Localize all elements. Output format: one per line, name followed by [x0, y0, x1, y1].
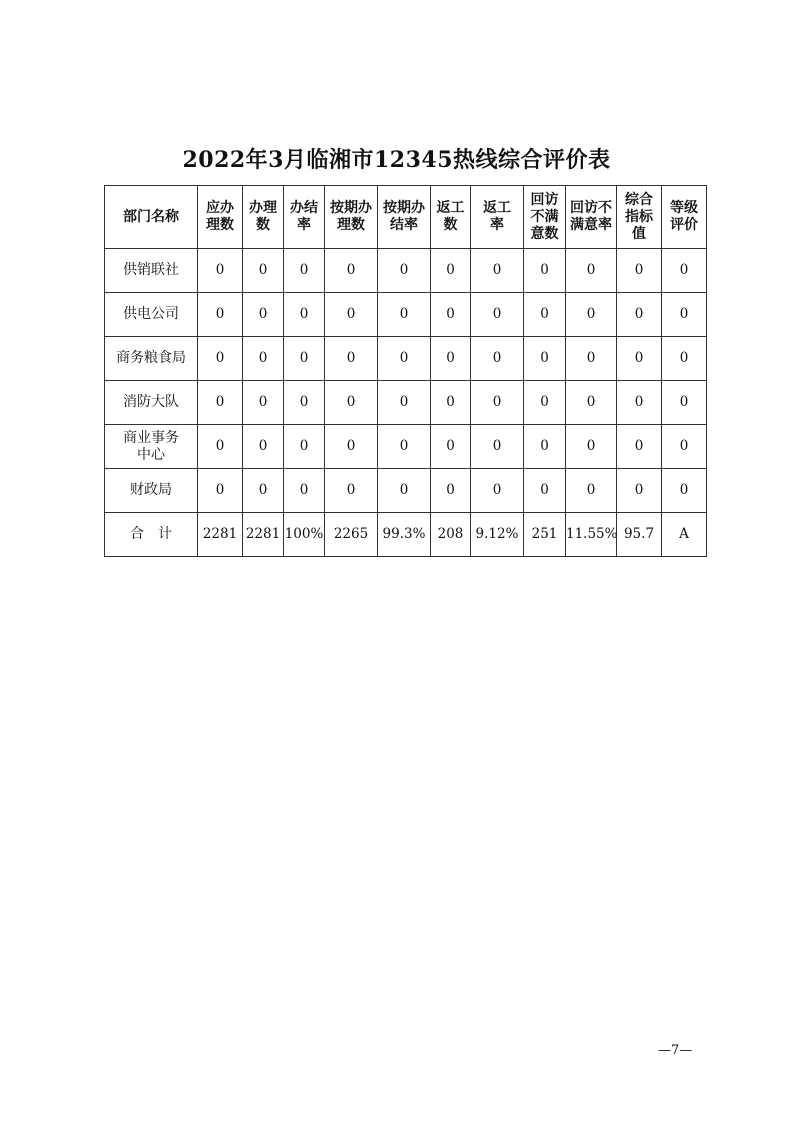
table-cell: 0 [566, 425, 617, 469]
table-cell: 0 [662, 469, 707, 513]
department-name: 消防大队 [105, 381, 198, 425]
table-cell: 0 [243, 381, 284, 425]
table-row [105, 293, 707, 337]
table-cell: 0 [471, 469, 524, 513]
department-name: 商业事务 中心 [105, 425, 198, 469]
table-cell: 2281 [198, 513, 243, 557]
table-cell: 0 [524, 249, 566, 293]
table-cell: 0 [617, 337, 662, 381]
table-cell: 0 [198, 293, 243, 337]
table-cell: 0 [198, 337, 243, 381]
table-cell: 0 [617, 469, 662, 513]
table-cell: 100% [284, 513, 325, 557]
column-header: 部门名称 [105, 186, 198, 249]
table-cell: 0 [566, 293, 617, 337]
table-cell: 0 [431, 381, 471, 425]
table-cell: 208 [431, 513, 471, 557]
department-name: 供电公司 [105, 293, 198, 337]
table-row [105, 425, 707, 469]
table-cell: 0 [617, 425, 662, 469]
table-cell: 0 [524, 425, 566, 469]
header-row [105, 186, 707, 249]
table-cell: 0 [284, 293, 325, 337]
table-cell: 0 [243, 249, 284, 293]
table-cell: 0 [662, 337, 707, 381]
table-cell: 0 [471, 381, 524, 425]
table-cell: 0 [524, 381, 566, 425]
column-header: 回访 不满 意数 [524, 186, 566, 249]
table-cell: 9.12% [471, 513, 524, 557]
table-cell: 99.3% [378, 513, 431, 557]
table-cell: 0 [524, 293, 566, 337]
table-cell: 0 [662, 293, 707, 337]
department-name: 供销联社 [105, 249, 198, 293]
table-cell: 0 [617, 293, 662, 337]
page-title: 2022年3月临湘市12345热线综合评价表 [182, 147, 611, 173]
table-cell: 0 [198, 425, 243, 469]
table-cell: 0 [471, 337, 524, 381]
table-cell: 0 [284, 249, 325, 293]
table-cell: 0 [378, 249, 431, 293]
table-cell: 0 [243, 425, 284, 469]
table-cell: 0 [284, 381, 325, 425]
table-row [105, 381, 707, 425]
table-cell: 0 [471, 249, 524, 293]
table-cell: 0 [662, 381, 707, 425]
table-cell: 0 [325, 293, 378, 337]
table-cell: 11.55% [566, 513, 617, 557]
page-number: —7— [658, 1043, 693, 1058]
table-cell: 0 [378, 425, 431, 469]
table-cell: 0 [431, 337, 471, 381]
table-cell: 0 [243, 469, 284, 513]
column-header: 等级 评价 [662, 186, 707, 249]
table-cell: 0 [378, 469, 431, 513]
table-cell: 0 [284, 469, 325, 513]
table-cell: 2265 [325, 513, 378, 557]
column-header: 返工 数 [431, 186, 471, 249]
table-cell: 0 [431, 425, 471, 469]
table-row [105, 249, 707, 293]
table-cell: 0 [471, 425, 524, 469]
table-cell: 0 [431, 249, 471, 293]
department-name: 商务粮食局 [105, 337, 198, 381]
table-cell: 0 [198, 381, 243, 425]
column-header: 按期办 理数 [325, 186, 378, 249]
table-cell: A [662, 513, 707, 557]
column-header: 办结 率 [284, 186, 325, 249]
table-cell: 0 [378, 381, 431, 425]
evaluation-table [104, 185, 707, 557]
table-cell: 0 [566, 381, 617, 425]
table-cell: 0 [566, 469, 617, 513]
column-header: 按期办 结率 [378, 186, 431, 249]
table-cell: 251 [524, 513, 566, 557]
table-cell: 0 [325, 337, 378, 381]
table-cell: 0 [524, 469, 566, 513]
table-cell: 0 [325, 249, 378, 293]
total-row [105, 513, 707, 557]
table-cell: 0 [243, 293, 284, 337]
table-cell: 95.7 [617, 513, 662, 557]
table-cell: 0 [471, 293, 524, 337]
table-cell: 0 [325, 381, 378, 425]
table-cell: 0 [566, 337, 617, 381]
table-cell: 0 [325, 469, 378, 513]
table-cell: 0 [284, 425, 325, 469]
table-cell: 0 [617, 381, 662, 425]
column-header: 综合 指标 值 [617, 186, 662, 249]
table-cell: 0 [524, 337, 566, 381]
column-header: 返工 率 [471, 186, 524, 249]
table-cell: 0 [198, 249, 243, 293]
table-cell: 2281 [243, 513, 284, 557]
table-cell: 0 [431, 293, 471, 337]
table-cell: 0 [198, 469, 243, 513]
column-header: 应办 理数 [198, 186, 243, 249]
table-cell: 0 [378, 293, 431, 337]
table-cell: 0 [617, 249, 662, 293]
table-cell: 0 [566, 249, 617, 293]
table-row [105, 469, 707, 513]
table-cell: 0 [662, 425, 707, 469]
department-name: 合 计 [105, 513, 198, 557]
table-cell: 0 [662, 249, 707, 293]
column-header: 办理 数 [243, 186, 284, 249]
table-cell: 0 [284, 337, 325, 381]
table-cell: 0 [243, 337, 284, 381]
table-cell: 0 [378, 337, 431, 381]
column-header: 回访不 满意率 [566, 186, 617, 249]
table-row [105, 337, 707, 381]
department-name: 财政局 [105, 469, 198, 513]
table-cell: 0 [325, 425, 378, 469]
table-cell: 0 [431, 469, 471, 513]
